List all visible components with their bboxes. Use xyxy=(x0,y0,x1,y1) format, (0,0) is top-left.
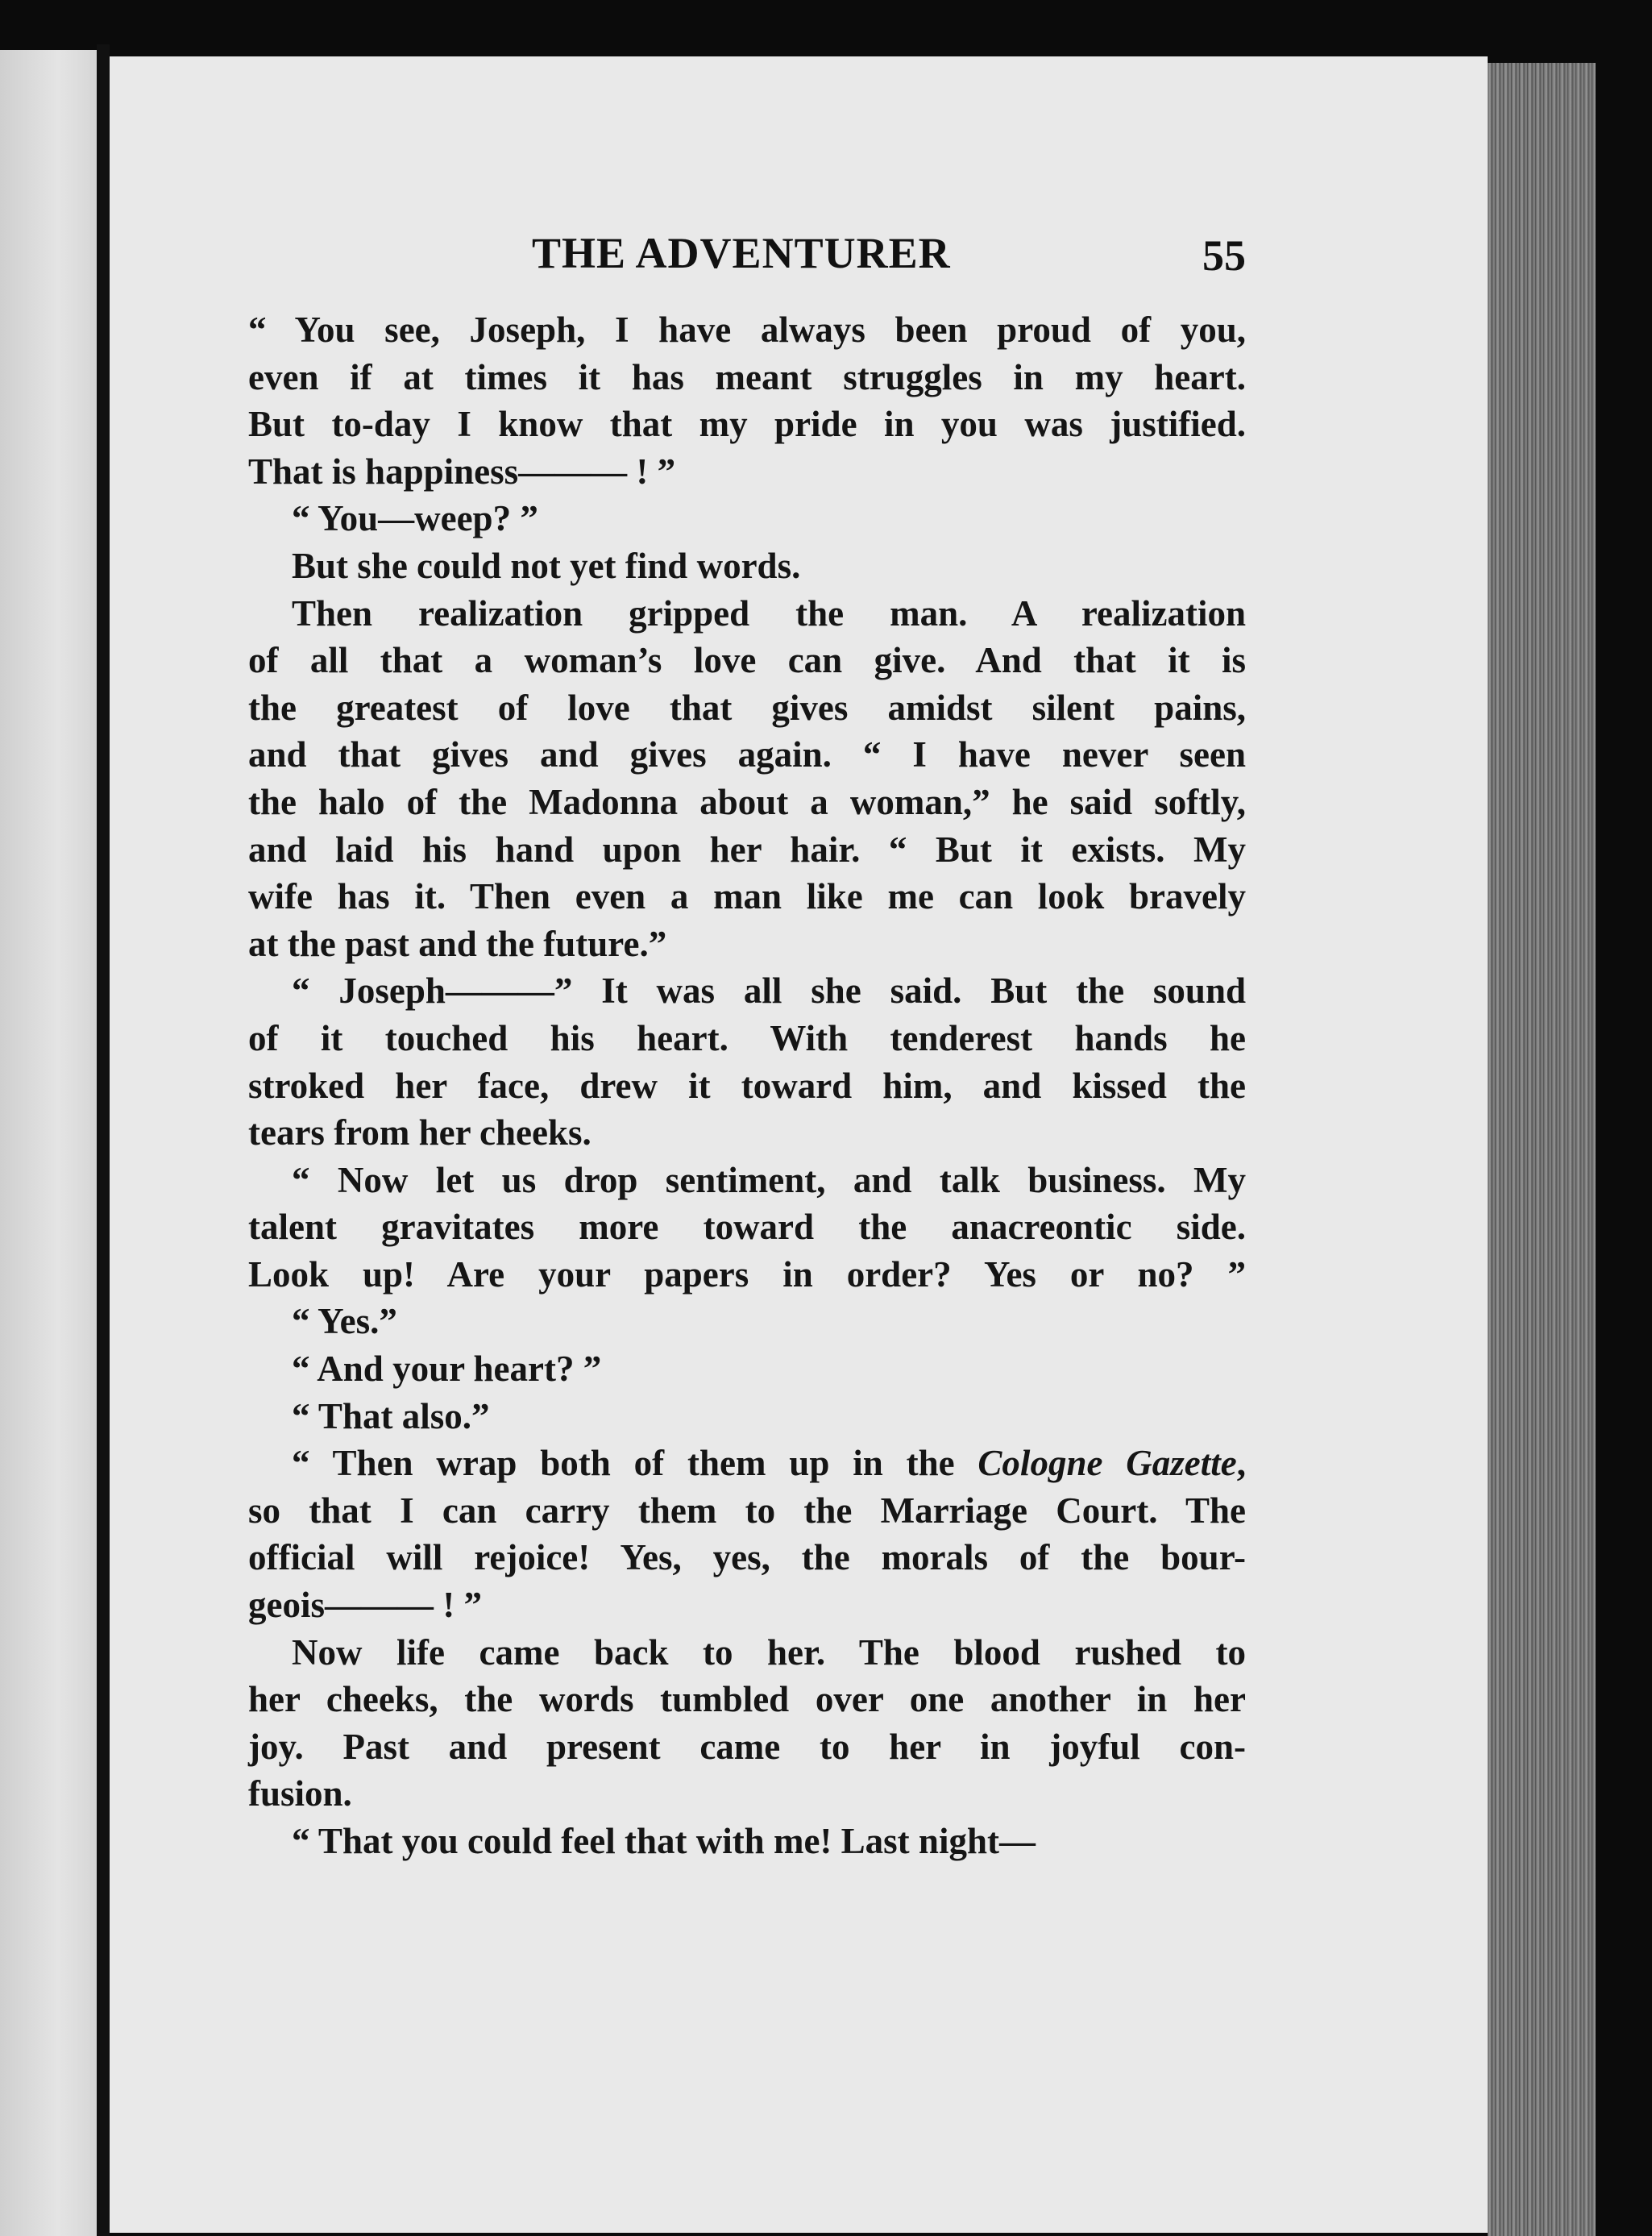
text-line: her cheeks, the words tumbled over one another in her xyxy=(248,1679,1246,1720)
text-line: “ Now let us drop sentiment, and talk business. My xyxy=(292,1159,1246,1200)
text-line: That is happiness——— ! ” xyxy=(248,451,676,492)
italic-title: Cologne Gazette xyxy=(978,1443,1237,1484)
text-line: “ And your heart? ” xyxy=(292,1349,602,1390)
text-line: joy. Past and present came to her in joyful con- xyxy=(248,1726,1246,1767)
text-line: even if at times it has meant struggles in my heart. xyxy=(248,356,1246,397)
text-line: the greatest of love that gives amidst silent pains, xyxy=(248,687,1246,728)
facing-page-edge xyxy=(0,50,97,2236)
text-line: geois——— ! ” xyxy=(248,1585,482,1626)
text-line: talent gravitates more toward the anacreontic side. xyxy=(248,1207,1246,1248)
text-line: official will rejoice! Yes, yes, the morals of the bour- xyxy=(248,1537,1246,1578)
page-number: 55 xyxy=(1202,231,1246,280)
text-line: and that gives and gives again. “ I have never seen xyxy=(248,734,1246,775)
text-line: “ You see, Joseph, I have always been proud of you, xyxy=(248,310,1246,350)
text-line: stroked her face, drew it toward him, and kissed the xyxy=(248,1065,1246,1106)
text-line: so that I can carry them to the Marriage Court. The xyxy=(248,1490,1246,1531)
text-line: But to-day I know that my pride in you was justified. xyxy=(248,404,1246,445)
text-line: “ Then wrap both of them up in the Cologne Gazette, xyxy=(292,1443,1246,1484)
page-block-edge xyxy=(1488,63,1596,2236)
text-line: “ Yes.” xyxy=(292,1301,397,1342)
text-line: fusion. xyxy=(248,1773,352,1814)
text-line: “ That you could feel that with me! Last night— xyxy=(292,1821,1036,1861)
text-line: of all that a woman’s love can give. And that it is xyxy=(248,640,1246,681)
text-line: Then realization gripped the man. A realization xyxy=(292,592,1246,634)
text-line: the halo of the Madonna about a woman,” he said softly, xyxy=(248,781,1246,822)
running-head: THE ADVENTURER xyxy=(532,229,951,277)
text-line: of it touched his heart. With tenderest hands he xyxy=(248,1017,1246,1058)
text-line: Now life came back to her. The blood rushed to xyxy=(292,1631,1246,1673)
text-line: “ Joseph———” It was all she said. But the sound xyxy=(292,970,1246,1012)
book-gutter xyxy=(97,44,110,2236)
text-line: at the past and the future.” xyxy=(248,923,667,964)
text-line: “ You—weep? ” xyxy=(292,498,538,539)
text-line: But she could not yet find words. xyxy=(292,545,801,586)
text-line: Look up! Are your papers in order? Yes or no? ” xyxy=(248,1253,1246,1295)
text-line: and laid his hand upon her hair. “ But it exists. My xyxy=(248,829,1246,870)
text-line: tears from her cheeks. xyxy=(248,1112,591,1153)
text-line: wife has it. Then even a man like me can look bravely xyxy=(248,876,1246,917)
body-text xyxy=(248,306,1246,1865)
text-line: “ That also.” xyxy=(292,1395,490,1436)
